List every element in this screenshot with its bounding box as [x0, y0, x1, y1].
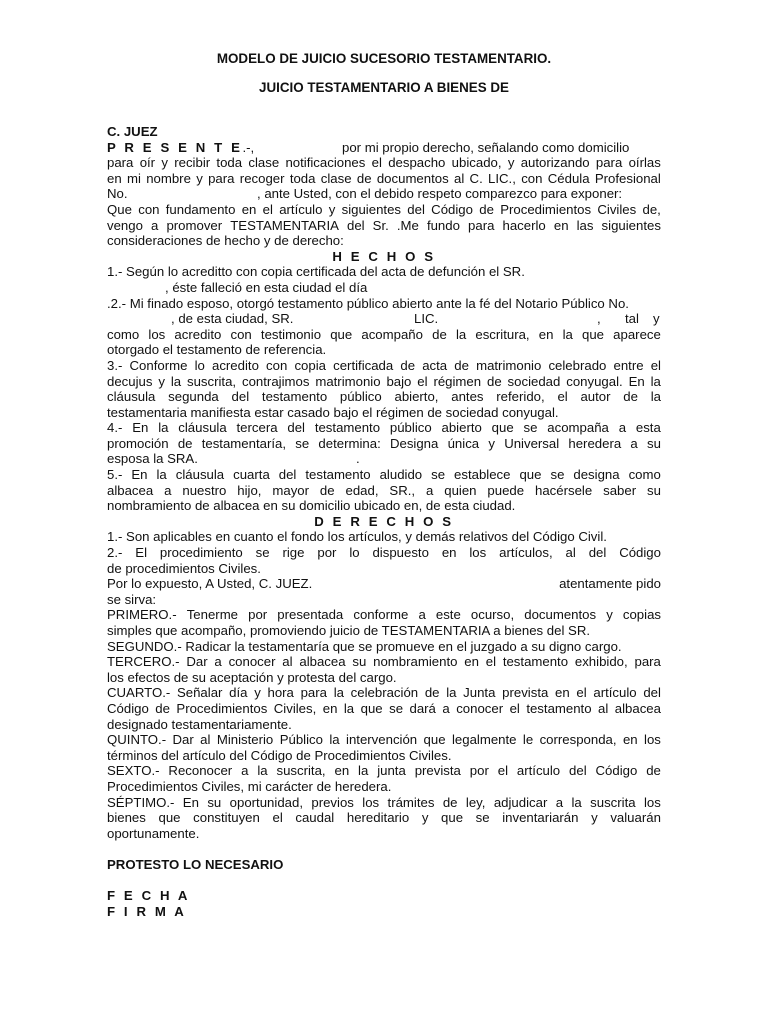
fecha-line: F E C H A [107, 888, 190, 904]
derecho-2-line-2: de procedimientos Civiles. [107, 560, 261, 576]
hecho-2-line-1: .2.- Mi finado esposo, otorgó testamento público abierto ante la fé del Notario Público No. [107, 295, 629, 311]
quinto-line-2: términos del artículo del Código de Procedimientos Civiles. [107, 747, 452, 763]
hecho-4-line-3: esposa la SRA. . [107, 451, 360, 467]
quinto-line-1: QUINTO.- Dar al Ministerio Público la intervención que legalmente le corresponda, en los [107, 732, 661, 748]
intro-line-3: en mi nombre y para recoger toda clase de documentos al C. LIC., con Cédula Profesional [107, 170, 661, 186]
cuarto-line-1: CUARTO.- Señalar día y hora para la celebración de la Junta prevista en el artículo del [107, 685, 661, 701]
sexto-line-1: SEXTO.- Reconocer a la suscrita, en la junta prevista por el artículo del Código de [107, 763, 661, 779]
addressee: C. JUEZ [107, 124, 158, 139]
hecho-4-line-1: 4.- En la cláusula tercera del testamento público abierto que se acompaña a esta [107, 420, 661, 436]
tercero-line-2: los efectos de su aceptación y protesta del cargo. [107, 669, 397, 685]
hecho-2-line-4: otorgado el testamento de referencia. [107, 342, 327, 358]
intro-line-6: vengo a promover TESTAMENTARIA del Sr. .Me fundo para hacerlo en las siguientes [107, 217, 661, 233]
primero-line-2: simples que acompaño, promoviendo juicio de TESTAMENTARIA a bienes del SR. [107, 623, 591, 638]
hecho-4-line-2: promoción de testamentaría, se determina: Designa única y Universal heredera a su [107, 435, 661, 451]
hecho-1-line-1: 1.- Según lo acreditto con copia certificada del acta de defunción el SR. [107, 264, 525, 280]
segundo: SEGUNDO.- Radicar la testamentaría que se promueve en el juzgado a su digno cargo. [107, 638, 622, 654]
presente-word: P R E S E N T E [107, 139, 243, 155]
petition-line-1: Por lo expuesto, A Usted, C. JUEZ. atentamente pido [107, 576, 661, 592]
hecho-3-line-1: 3.- Conforme lo acredito con copia certificada de acta de matrimonio celebrado entre el [107, 357, 661, 373]
hechos-heading: H E C H O S [332, 248, 436, 264]
hecho-2-line-3: como los acredito con testimonio que acompaño de la escritura, en la que aparece [107, 326, 661, 342]
derechos-heading: D E R E C H O S [314, 513, 454, 529]
intro-line-2: para oír y recibir toda clase notificaciones el despacho ubicado, y autorizando para oírlas [107, 155, 661, 171]
presente-tail: .-, [242, 139, 255, 155]
document-title: MODELO DE JUICIO SUCESORIO TESTAMENTARIO. [216, 51, 552, 66]
sexto-line-2: Procedimientos Civiles, mi carácter de heredera. [107, 778, 392, 794]
cuarto-line-2: Código de Procedimientos Civiles, en la que se dará a conocer el testamento al albacea [107, 700, 661, 716]
primero-line-1: PRIMERO.- Tenerme por presentada conforme a este ocurso, documentos y copias [107, 607, 661, 623]
firma-line: F I R M A [107, 903, 187, 919]
intro-line-4: No. , ante Usted, con el debido respeto comparezco para exponer: [107, 186, 623, 202]
hecho-1-line-2: , éste falleció en esta ciudad el día [165, 279, 368, 295]
septimo-line-2: bienes que constituyen el caudal hereditario y que se inventariarán y valuarán [107, 810, 661, 826]
hecho-5-line-3: nombramiento de albacea en su domicilio ubicado en, de esta ciudad. [107, 498, 516, 514]
intro-line-5: Que con fundamento en el artículo y siguientes del Código de Procedimientos Civiles de, [107, 201, 661, 217]
document-subtitle: JUICIO TESTAMENTARIO A BIENES DE [259, 80, 509, 95]
tercero-line-1: TERCERO.- Dar a conocer al albacea su nombramiento en el testamento exhibido, para [107, 654, 661, 670]
intro-line-7: consideraciones de hecho y de derecho: [107, 233, 344, 249]
hecho-3-line-3: cláusula segunda del testamento público abierto, antes referido, el autor de la [107, 389, 661, 405]
hecho-3-line-4: testamentaria manifiesta estar casado bajo el régimen de sociedad conyugal. [107, 404, 559, 420]
presente-line [107, 140, 661, 156]
derecho-2-line-1: 2.- El procedimiento se rige por lo dispuesto en los artículos, al del Código [107, 545, 661, 561]
septimo-line-1: SÉPTIMO.- En su oportunidad, previos los trámites de ley, adjudicar a la suscrita los [107, 794, 661, 810]
protesto-line: PROTESTO LO NECESARIO [107, 856, 284, 872]
petition-line-2: se sirva: [107, 591, 157, 607]
derecho-1: 1.- Son aplicables en cuanto el fondo los artículos, y demás relativos del Código Civil. [107, 529, 607, 545]
septimo-line-3: oportunamente. [107, 825, 200, 841]
document-body [107, 124, 661, 919]
hecho-5-line-1: 5.- En la cláusula cuarta del testamento aludido se establece que se designa como [107, 467, 661, 483]
intro-line-1: por mi propio derecho, señalando como domicilio [342, 139, 630, 155]
cuarto-line-3: designado testamentariamente. [107, 716, 292, 732]
hecho-2-line-2: , de esta ciudad, SR. LIC. , tal y [171, 311, 660, 327]
hecho-5-line-2: albacea a nuestro hijo, mayor de edad, SR., a quien puede hacérsele saber su [107, 482, 661, 498]
hecho-3-line-2: decujus y la suscrita, contrajimos matrimonio bajo el régimen de sociedad conyugal. En la [107, 373, 661, 389]
